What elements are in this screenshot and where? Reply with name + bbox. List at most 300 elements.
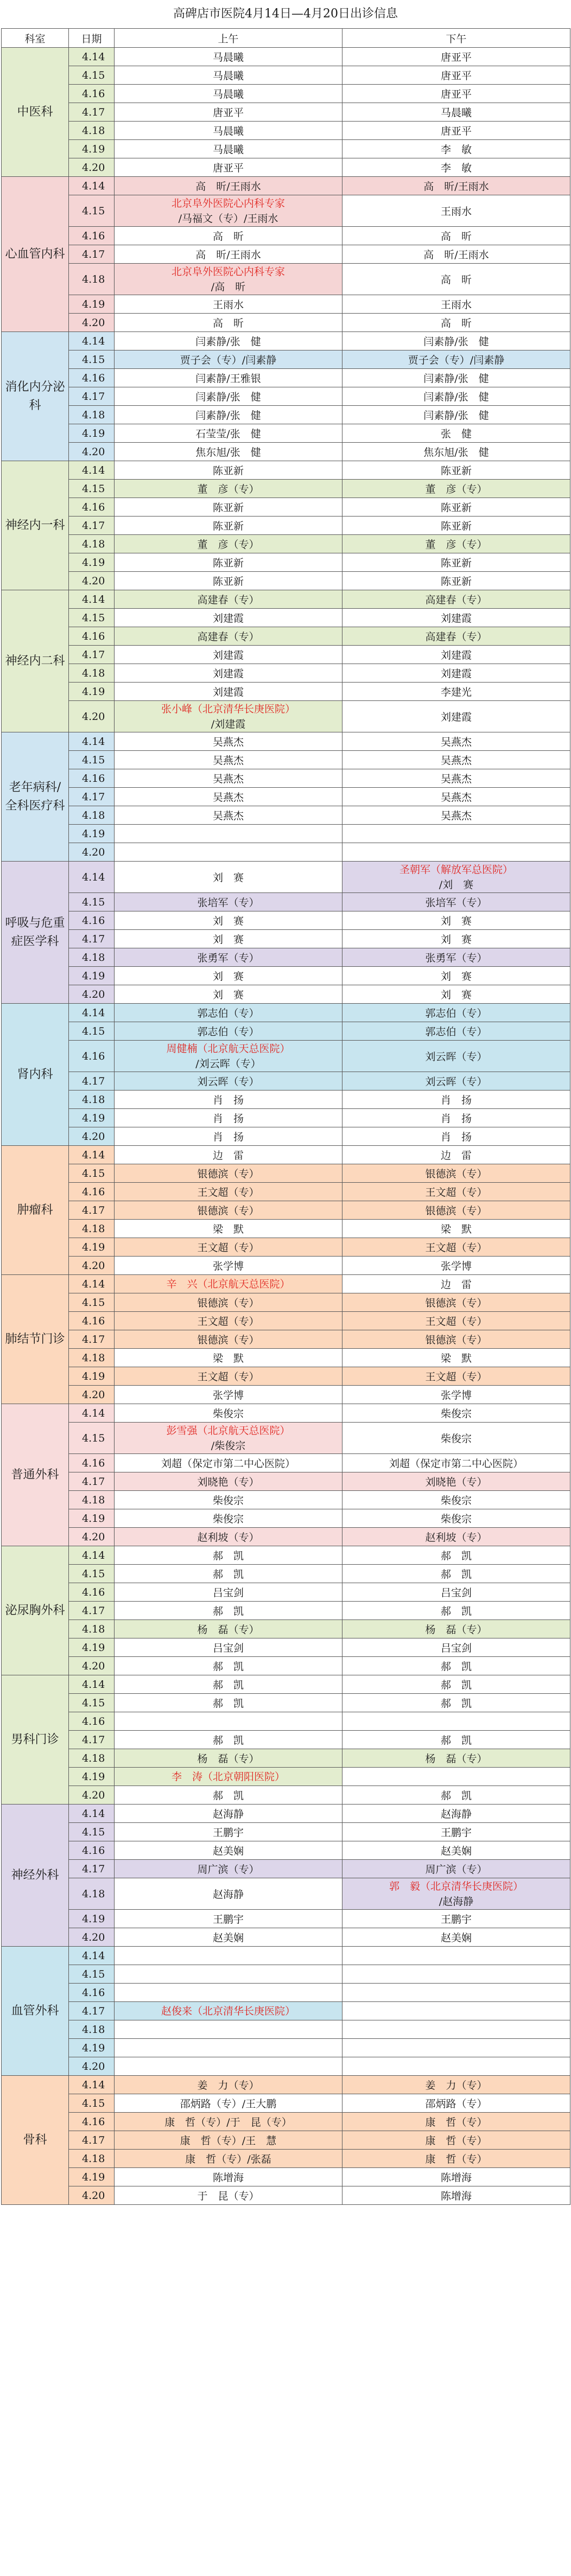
morning-cell: [115, 1638, 342, 1657]
morning-cell: [115, 66, 342, 85]
doctor-text: 柴俊宗: [212, 1513, 244, 1525]
date-cell: 4.16: [69, 1841, 115, 1860]
doctor-text: 陈亚新: [440, 465, 472, 477]
morning-cell: [115, 1127, 342, 1146]
doctor-text: /高 昕: [211, 280, 246, 293]
morning-cell: [115, 1183, 342, 1201]
morning-cell: [115, 627, 342, 646]
doctor-text: 高 昕/王雨水: [195, 181, 261, 193]
table-row: [2, 1004, 570, 1022]
doctor-text: 马晨曦: [212, 88, 244, 100]
table-row: [2, 2039, 570, 2057]
doctor-text: 郝 凯: [212, 1550, 244, 1562]
date-cell: 4.18: [69, 1620, 115, 1638]
doctor-text: 焦东旭/张 健: [195, 447, 261, 458]
date-cell: 4.17: [69, 1602, 115, 1620]
morning-cell: [115, 1731, 342, 1749]
table-row: [2, 1091, 570, 1109]
doctor-text: 刘 赛: [212, 872, 244, 884]
morning-cell: [115, 2113, 342, 2131]
morning-cell: [115, 177, 342, 195]
afternoon-cell: [342, 177, 570, 195]
table-row: [2, 1312, 570, 1330]
date-cell: 4.16: [69, 498, 115, 517]
date-cell: 4.20: [69, 1386, 115, 1404]
afternoon-cell: [342, 140, 570, 158]
date-cell: 4.16: [69, 1454, 115, 1472]
table-row: [2, 1201, 570, 1220]
morning-cell: [115, 480, 342, 498]
doctor-text: 银德滨（专）: [425, 1297, 487, 1309]
table-row: [2, 1620, 570, 1638]
table-row: [2, 1164, 570, 1183]
table-row: [2, 122, 570, 140]
morning-cell: [115, 1146, 342, 1164]
morning-cell: [115, 1823, 342, 1841]
table-row: [2, 1022, 570, 1041]
afternoon-cell: [342, 967, 570, 985]
morning-cell: [115, 535, 342, 553]
afternoon-cell: [342, 227, 570, 245]
date-cell: 4.16: [69, 769, 115, 788]
date-cell: 4.18: [69, 948, 115, 967]
doctor-text: 张学博: [212, 1389, 244, 1401]
table-row: [2, 862, 570, 893]
morning-cell: [115, 1404, 342, 1423]
table-row: [2, 627, 570, 646]
morning-cell: [115, 2094, 342, 2113]
date-cell: 4.16: [69, 1183, 115, 1201]
doctor-text: 郝 凯: [440, 1790, 472, 1802]
morning-cell: [115, 985, 342, 1004]
morning-cell: [115, 825, 342, 843]
visiting-expert-text: 北京阜外医院心内科专家: [171, 265, 285, 278]
date-cell: 4.20: [69, 443, 115, 461]
doctor-text: 郝 凯: [440, 1698, 472, 1710]
doctor-text: 王雨水: [440, 206, 472, 218]
afternoon-cell: [342, 350, 570, 369]
table-row: [2, 195, 570, 227]
morning-cell: [115, 1022, 342, 1041]
afternoon-cell: [342, 1041, 570, 1072]
doctor-text: 吴燕杰: [440, 736, 472, 748]
doctor-text: 陈亚新: [212, 520, 244, 532]
doctor-text: 张学博: [440, 1260, 472, 1272]
department-cell: 神经外科: [2, 1805, 69, 1947]
afternoon-cell: [342, 1109, 570, 1127]
morning-cell: [115, 664, 342, 683]
afternoon-cell: [342, 1786, 570, 1805]
table-row: [2, 369, 570, 387]
date-cell: 4.18: [69, 806, 115, 825]
department-cell: 老年病科/全科医疗科: [2, 732, 69, 862]
doctor-text: 梁 默: [212, 1353, 244, 1364]
doctor-text: 王雨水: [212, 299, 244, 311]
table-row: [2, 1731, 570, 1749]
date-cell: 4.16: [69, 1984, 115, 2002]
date-cell: 4.15: [69, 1423, 115, 1454]
doctor-text: 陈亚新: [212, 502, 244, 514]
table-row: [2, 2113, 570, 2131]
doctor-text: 肖 扬: [212, 1131, 244, 1143]
doctor-text: 刘 赛: [212, 989, 244, 1001]
morning-cell: [115, 806, 342, 825]
department-cell: 普通外科: [2, 1404, 69, 1546]
afternoon-cell: [342, 369, 570, 387]
table-row: [2, 158, 570, 177]
doctor-text: 银德滨（专）: [197, 1205, 259, 1217]
doctor-text: 柴俊宗: [212, 1408, 244, 1420]
doctor-text: 高 昕/王雨水: [423, 249, 489, 261]
visiting-expert-text: 圣朝军（解放军总医院）: [399, 863, 513, 876]
doctor-text: 邵炳路（专）: [425, 2098, 487, 2110]
morning-cell: [115, 1841, 342, 1860]
date-cell: 4.16: [69, 369, 115, 387]
morning-cell: [115, 1491, 342, 1509]
morning-cell: [115, 1509, 342, 1528]
visiting-expert-text: 辛 兴（北京航天总医院）: [166, 1278, 290, 1290]
table-row: [2, 1509, 570, 1528]
doctor-text: 李建光: [440, 686, 472, 698]
table-row: [2, 2186, 570, 2205]
afternoon-cell: [342, 1675, 570, 1694]
doctor-text: 周广滨（专）: [197, 1864, 259, 1876]
morning-cell: [115, 424, 342, 443]
afternoon-cell: [342, 2150, 570, 2168]
doctor-text: 闫素静/张 健: [195, 410, 261, 422]
morning-cell: [115, 683, 342, 701]
doctor-text: 柴俊宗: [440, 1433, 472, 1445]
morning-cell: [115, 1947, 342, 1965]
date-cell: 4.15: [69, 66, 115, 85]
date-cell: 4.15: [69, 1164, 115, 1183]
afternoon-cell: [342, 1768, 570, 1786]
afternoon-cell: [342, 1546, 570, 1565]
doctor-text: 刘 赛: [440, 934, 472, 946]
date-cell: 4.17: [69, 1472, 115, 1491]
doctor-text: 闫素静/张 健: [423, 373, 489, 385]
date-cell: 4.14: [69, 590, 115, 609]
department-cell: 骨科: [2, 2076, 69, 2205]
date-cell: 4.18: [69, 1220, 115, 1238]
morning-cell: [115, 332, 342, 350]
table-row: [2, 1805, 570, 1823]
afternoon-cell: [342, 387, 570, 406]
doctor-text: 梁 默: [440, 1353, 472, 1364]
morning-cell: [115, 227, 342, 245]
morning-cell: [115, 1528, 342, 1546]
morning-cell: [115, 498, 342, 517]
table-row: [2, 1841, 570, 1860]
date-cell: 4.19: [69, 1768, 115, 1786]
date-cell: 4.16: [69, 2113, 115, 2131]
afternoon-cell: [342, 1275, 570, 1293]
date-cell: 4.18: [69, 1749, 115, 1768]
table-row: [2, 1367, 570, 1386]
morning-cell: [115, 572, 342, 590]
header-row: [2, 29, 570, 48]
doctor-text: 赵海静: [440, 1808, 472, 1820]
table-row: [2, 1183, 570, 1201]
department-cell: 神经内一科: [2, 461, 69, 590]
date-cell: 4.16: [69, 1583, 115, 1602]
morning-cell: [115, 788, 342, 806]
doctor-text: 王鹏宇: [440, 1827, 472, 1839]
morning-cell: [115, 1091, 342, 1109]
doctor-text: 吴燕杰: [212, 755, 244, 767]
table-row: [2, 1860, 570, 1878]
doctor-text: 康 哲（专）/王 慧: [180, 2135, 277, 2147]
morning-cell: [115, 732, 342, 751]
date-cell: 4.14: [69, 1275, 115, 1293]
doctor-text: 董 彦（专）: [197, 483, 259, 495]
table-row: [2, 103, 570, 122]
morning-cell: [115, 2168, 342, 2186]
morning-cell: [115, 295, 342, 314]
date-cell: 4.15: [69, 1965, 115, 1984]
doctor-text: 梁 默: [212, 1223, 244, 1235]
date-cell: 4.15: [69, 1694, 115, 1712]
doctor-text: 郝 凯: [212, 1735, 244, 1746]
table-row: [2, 227, 570, 245]
afternoon-cell: [342, 646, 570, 664]
date-cell: 4.14: [69, 1675, 115, 1694]
table-row: [2, 48, 570, 66]
date-cell: 4.18: [69, 664, 115, 683]
afternoon-cell: [342, 424, 570, 443]
afternoon-cell: [342, 862, 570, 893]
morning-cell: [115, 1712, 342, 1731]
table-row: [2, 609, 570, 627]
morning-cell: [115, 1984, 342, 2002]
date-cell: 4.20: [69, 1928, 115, 1947]
date-cell: 4.14: [69, 461, 115, 480]
department-cell: 心血管内科: [2, 177, 69, 332]
morning-cell: [115, 122, 342, 140]
doctor-text: 刘 赛: [212, 934, 244, 946]
visiting-expert-text: 彭雪强（北京航天总医院）: [166, 1424, 290, 1437]
doctor-text: 刘 赛: [212, 971, 244, 983]
date-cell: 4.17: [69, 930, 115, 948]
morning-cell: [115, 1330, 342, 1349]
table-row: [2, 2002, 570, 2020]
morning-cell: [115, 264, 342, 295]
date-cell: 4.20: [69, 1257, 115, 1275]
morning-cell: [115, 1620, 342, 1638]
afternoon-cell: [342, 1638, 570, 1657]
date-cell: 4.18: [69, 1491, 115, 1509]
date-cell: 4.16: [69, 1312, 115, 1330]
doctor-text: 高建春（专）: [425, 631, 487, 643]
date-cell: 4.19: [69, 1910, 115, 1928]
afternoon-cell: [342, 1841, 570, 1860]
table-row: [2, 553, 570, 572]
morning-cell: [115, 2020, 342, 2039]
visiting-expert-text: 赵俊来（北京清华长庚医院）: [161, 2005, 295, 2017]
table-row: [2, 2150, 570, 2168]
afternoon-cell: [342, 195, 570, 227]
morning-cell: [115, 1472, 342, 1491]
afternoon-cell: [342, 85, 570, 103]
afternoon-cell: [342, 1860, 570, 1878]
afternoon-cell: [342, 1312, 570, 1330]
morning-cell: [115, 1786, 342, 1805]
morning-cell: [115, 1565, 342, 1583]
morning-cell: [115, 1293, 342, 1312]
afternoon-cell: [342, 751, 570, 769]
afternoon-cell: [342, 1749, 570, 1768]
doctor-text: 李 敏: [440, 162, 472, 174]
morning-cell: [115, 948, 342, 967]
date-cell: 4.17: [69, 1072, 115, 1091]
doctor-text: 刘云晖（专）: [197, 1076, 259, 1088]
date-cell: 4.20: [69, 1786, 115, 1805]
date-cell: 4.19: [69, 683, 115, 701]
doctor-text: 张勇军（专）: [197, 952, 259, 964]
afternoon-cell: [342, 843, 570, 862]
morning-cell: [115, 1386, 342, 1404]
afternoon-cell: [342, 1386, 570, 1404]
date-cell: 4.20: [69, 314, 115, 332]
doctor-text: 郝 凯: [440, 1568, 472, 1580]
doctor-text: 刘 赛: [212, 915, 244, 927]
doctor-text: 陈亚新: [440, 557, 472, 569]
morning-cell: [115, 103, 342, 122]
table-row: [2, 1238, 570, 1257]
doctor-text: 刘 赛: [440, 915, 472, 927]
date-cell: 4.15: [69, 2094, 115, 2113]
date-cell: 4.14: [69, 48, 115, 66]
visiting-expert-text: 李 涛（北京朝阳医院）: [171, 1770, 285, 1783]
date-cell: 4.20: [69, 2057, 115, 2076]
doctor-text: 高 昕: [440, 231, 472, 243]
doctor-text: 张培军（专）: [425, 897, 487, 909]
date-cell: 4.14: [69, 1947, 115, 1965]
afternoon-cell: [342, 535, 570, 553]
date-cell: 4.18: [69, 406, 115, 424]
afternoon-cell: [342, 553, 570, 572]
date-cell: 4.15: [69, 480, 115, 498]
morning-cell: [115, 1257, 342, 1275]
doctor-text: 王文超（专）: [425, 1316, 487, 1328]
table-row: [2, 1928, 570, 1947]
afternoon-cell: [342, 264, 570, 295]
doctor-text: 赵美娴: [212, 1932, 244, 1944]
morning-cell: [115, 1965, 342, 1984]
morning-cell: [115, 1367, 342, 1386]
doctor-text: 康 哲（专）/于 昆（专）: [164, 2116, 292, 2128]
afternoon-cell: [342, 1805, 570, 1823]
doctor-text: 刘建霞: [440, 613, 472, 624]
morning-cell: [115, 2002, 342, 2020]
date-cell: 4.18: [69, 535, 115, 553]
table-row: [2, 1349, 570, 1367]
table-row: [2, 843, 570, 862]
table-row: [2, 893, 570, 911]
afternoon-cell: [342, 2076, 570, 2094]
morning-cell: [115, 1109, 342, 1127]
afternoon-cell: [342, 1330, 570, 1349]
date-cell: 4.15: [69, 350, 115, 369]
table-row: [2, 1965, 570, 1984]
header-am: 上午: [115, 29, 342, 48]
doctor-text: 陈亚新: [212, 465, 244, 477]
table-row: [2, 2057, 570, 2076]
afternoon-cell: [342, 664, 570, 683]
morning-cell: [115, 1454, 342, 1472]
morning-cell: [115, 140, 342, 158]
date-cell: 4.20: [69, 572, 115, 590]
date-cell: 4.16: [69, 85, 115, 103]
doctor-text: 梁 默: [440, 1223, 472, 1235]
morning-cell: [115, 1694, 342, 1712]
afternoon-cell: [342, 2113, 570, 2131]
table-row: [2, 177, 570, 195]
date-cell: 4.18: [69, 2150, 115, 2168]
date-cell: 4.16: [69, 1041, 115, 1072]
afternoon-cell: [342, 1823, 570, 1841]
table-row: [2, 1565, 570, 1583]
date-cell: 4.14: [69, 332, 115, 350]
morning-cell: [115, 1041, 342, 1072]
table-row: [2, 1257, 570, 1275]
doctor-text: 王文超（专）: [197, 1242, 259, 1254]
department-cell: 肺结节门诊: [2, 1275, 69, 1404]
table-row: [2, 769, 570, 788]
header-dept: 科室: [2, 29, 69, 48]
afternoon-cell: [342, 985, 570, 1004]
doctor-text: 肖 扬: [440, 1131, 472, 1143]
afternoon-cell: [342, 1965, 570, 1984]
doctor-text: 郝 凯: [212, 1605, 244, 1617]
doctor-text: 唐亚平: [440, 52, 472, 63]
morning-cell: [115, 1220, 342, 1238]
table-row: [2, 480, 570, 498]
table-row: [2, 590, 570, 609]
morning-cell: [115, 406, 342, 424]
morning-cell: [115, 1312, 342, 1330]
doctor-text: 刘建霞: [212, 613, 244, 624]
doctor-text: 刘超（保定市第二中心医院）: [161, 1458, 295, 1470]
doctor-text: 刘建霞: [212, 668, 244, 680]
table-row: [2, 825, 570, 843]
doctor-text: /刘 赛: [439, 878, 474, 891]
table-row: [2, 314, 570, 332]
doctor-text: 高 昕: [212, 231, 244, 243]
doctor-text: 边 雷: [212, 1150, 244, 1162]
date-cell: 4.19: [69, 1638, 115, 1657]
afternoon-cell: [342, 572, 570, 590]
afternoon-cell: [342, 1127, 570, 1146]
afternoon-cell: [342, 1146, 570, 1164]
afternoon-cell: [342, 1367, 570, 1386]
doctor-text: 吴燕杰: [440, 773, 472, 785]
table-row: [2, 2131, 570, 2150]
doctor-text: 陈亚新: [212, 557, 244, 569]
afternoon-cell: [342, 332, 570, 350]
date-cell: 4.17: [69, 2131, 115, 2150]
doctor-text: 赵美娴: [212, 1845, 244, 1857]
table-row: [2, 1910, 570, 1928]
date-cell: 4.19: [69, 2039, 115, 2057]
doctor-text: 刘建霞: [440, 649, 472, 661]
table-row: [2, 2076, 570, 2094]
doctor-text: 闫素静/王雅银: [195, 373, 261, 385]
afternoon-cell: [342, 2186, 570, 2205]
visiting-expert-text: 张小峰（北京清华长庚医院）: [161, 703, 295, 715]
table-row: [2, 332, 570, 350]
morning-cell: [115, 2076, 342, 2094]
